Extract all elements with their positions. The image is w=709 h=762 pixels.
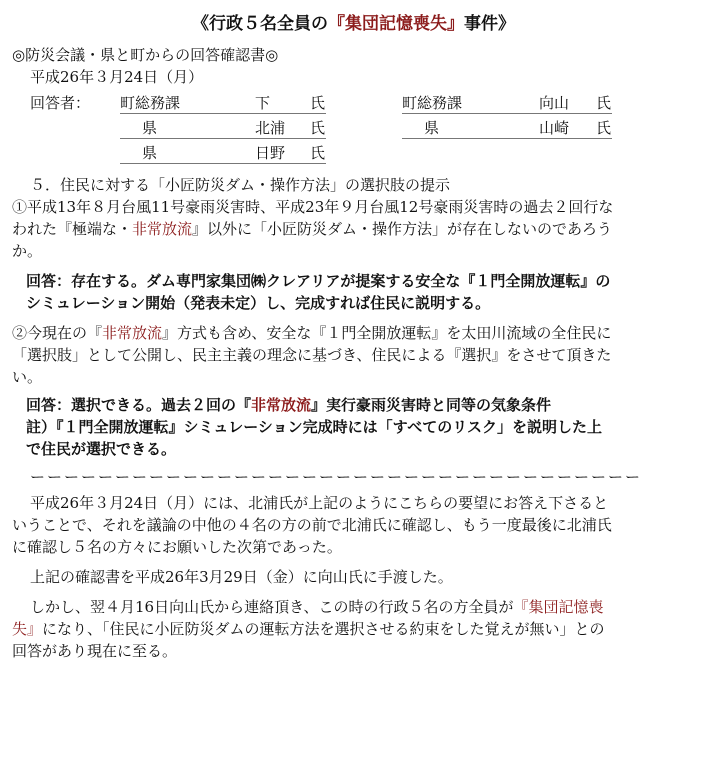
underline: [120, 138, 326, 139]
text-run: 』実行豪雨災害時と同等の気象条件: [311, 396, 552, 414]
highlight-text: 非常放流: [251, 396, 312, 414]
respondents-label: 回答者：: [30, 94, 91, 112]
text-line: [12, 322, 695, 344]
respondent-name: 北浦: [255, 119, 286, 137]
respondent-name: 下: [255, 94, 271, 112]
respondent-dept: 県: [424, 119, 440, 137]
underline: [402, 113, 612, 114]
question-1: [12, 196, 695, 262]
text-line: [26, 394, 695, 416]
text-line: いうことで、それを議論の中他の４名の方の前で北浦氏に確認し、もう一度最後に北浦氏: [12, 516, 612, 534]
underline: [120, 113, 326, 114]
text-line: 平成26年３月24日（月）には、北浦氏が上記のようにこちらの要望にお答え下さると: [30, 494, 609, 512]
text-line: シミュレーション開始（発表未定）し、完成すれば住民に説明する。: [26, 294, 491, 312]
answer-2: [12, 394, 695, 460]
text-line: 回答があり現在に至る。: [12, 642, 178, 660]
respondent-name: 日野: [255, 144, 286, 162]
respondent-name: 山崎: [539, 119, 570, 137]
text-run: になり、「住民に小匠防災ダムの運転方法を選択させる約束をした覚えが無い」との: [42, 620, 605, 638]
text-line: か。: [12, 242, 43, 260]
text-run: 』方式も含め、安全な『１門全開放運転』を太田川流域の全住民に: [162, 324, 612, 342]
section-heading: ５．住民に対する「小匠防災ダム・操作方法」の選択肢の提示: [30, 176, 451, 194]
text-line: 回答：存在する。ダム専門家集団㈱クレアリアが提案する安全な『１門全開放運転』の: [26, 272, 611, 290]
text-line: で住民が選択できる。: [26, 440, 177, 458]
text-line: ①平成13年８月台風11号豪雨災害時、平成23年９月台風12号豪雨災害時の過去２回行な: [12, 198, 614, 216]
text-run: われた『極端な・: [12, 220, 133, 238]
respondent-name: 向山: [539, 94, 570, 112]
text-line: [12, 618, 695, 640]
closing-paragraph-3: [12, 596, 695, 662]
title-highlight: 『集団記憶喪失』: [328, 14, 464, 34]
question-2: [12, 322, 695, 388]
text-line: [12, 218, 695, 240]
highlight-text: 非常放流: [102, 324, 163, 342]
text-line: [12, 596, 695, 618]
respondent-dept: 町総務課: [120, 94, 181, 112]
text-run: 回答：選択できる。過去２回の『: [26, 396, 252, 414]
respondent-suffix: 氏: [596, 94, 612, 112]
text-run: ②今現在の『: [12, 324, 103, 342]
document-date: 平成26年３月24日（月）: [30, 68, 204, 86]
highlight-text: 『集団記憶喪: [513, 598, 604, 616]
respondents-block: [12, 92, 695, 164]
page-title: [12, 12, 695, 36]
respondent-suffix: 氏: [310, 119, 326, 137]
underline: [120, 163, 326, 164]
respondent-dept: 県: [142, 144, 158, 162]
separator-line: ーーーーーーーーーーーーーーーーーーーーーーーーーーーーーーーーーーーー: [30, 468, 643, 486]
highlight-text: 失』: [12, 620, 43, 638]
text-line: 「選択肢」として公開し、民主主義の理念に基づき、住民による『選択』をさせて頂きた: [12, 346, 612, 364]
document-type: ◎防災会議・県と町からの回答確認書◎: [12, 46, 279, 64]
text-line: 註）『１門全開放運転』シミュレーション完成時には「すべてのリスク」を説明した上: [26, 418, 603, 436]
answer-1: [12, 270, 695, 314]
title-prefix: 《行政５名全員の: [192, 14, 328, 34]
respondent-dept: 町総務課: [402, 94, 463, 112]
respondent-suffix: 氏: [310, 94, 326, 112]
text-run: 』以外に「小匠防災ダム・操作方法」が存在しないのであろう: [192, 220, 613, 238]
respondent-suffix: 氏: [310, 144, 326, 162]
closing-paragraph-2: 上記の確認書を平成26年3月29日（金）に向山氏に手渡した。: [30, 568, 453, 586]
text-run: しかし、翌４月16日向山氏から連絡頂き、この時の行政５名の方全員が: [30, 598, 514, 616]
closing-paragraph-1: [12, 492, 695, 558]
highlight-text: 非常放流: [132, 220, 193, 238]
respondent-suffix: 氏: [596, 119, 612, 137]
underline: [402, 138, 612, 139]
text-line: い。: [12, 368, 43, 386]
title-suffix: 事件》: [464, 14, 515, 34]
respondent-dept: 県: [142, 119, 158, 137]
text-line: に確認し５名の方々にお願いした次第であった。: [12, 538, 342, 556]
